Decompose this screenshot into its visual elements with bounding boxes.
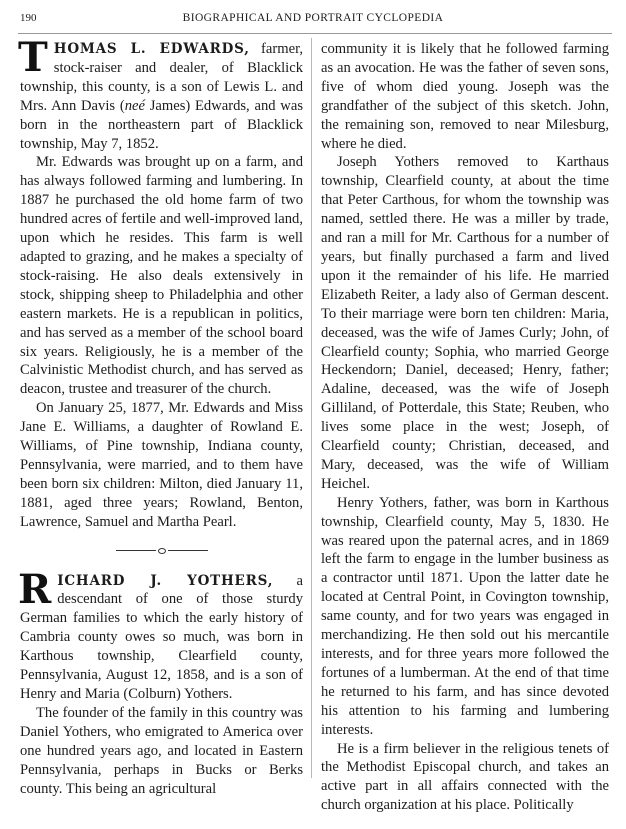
entry-paragraph: He is a firm believer in the religious tenets of the Methodist Episcopal church, and takes an active part in all affairs connected with the church organization at his place. Politically bbox=[321, 740, 609, 814]
entry-paragraph bbox=[18, 565, 303, 704]
entry-text: James) Edwards, and was born in the northeastern part of Blacklick township, May 7, 1852. bbox=[20, 97, 303, 152]
header-rule bbox=[18, 33, 612, 34]
entry-text: farmer, stock-raiser and dealer, of Blacklick township, this county, is a son of Lewis L. and Mrs. Ann Davis ( bbox=[20, 41, 303, 114]
entry-thomas-edwards bbox=[18, 34, 303, 532]
left-column bbox=[18, 34, 303, 798]
entry-paragraph bbox=[18, 34, 303, 153]
entry-text-italic: neé bbox=[124, 97, 145, 114]
right-column bbox=[321, 40, 609, 815]
entry-name: HOMAS L. EDWARDS, bbox=[53, 41, 250, 57]
ornamental-separator-icon bbox=[20, 536, 303, 566]
page-number: 190 bbox=[20, 12, 37, 24]
entry-paragraph: On January 25, 1877, Mr. Edwards and Miss Jane E. Williams, a daughter of Rowland E. Williams, of Pine township, Indiana county, Pennsylvania, were married, and to them have been born six children: Milton, died January 11, 1881, aged three years; Rowland, Benton, Lawrence, Samuel and Martha Pearl. bbox=[20, 400, 303, 530]
entry-richard-yothers bbox=[18, 565, 303, 799]
column-divider bbox=[311, 38, 312, 778]
drop-cap: T bbox=[18, 34, 48, 81]
entry-name: ICHARD J. YOTHERS, bbox=[57, 572, 274, 589]
entry-paragraph: Joseph Yothers removed to Karthaus township, Clearfield county, at about the time that Peter Carthous, for whom the township was named, settled there. He was a miller by trade, and ran a mill for Mr. Carthous for a number of years, but finally purchased a farm and lived upon it the remainder of his life. He married Elizabeth Reiter, a lady also of German descent. To their marriage were born ten children: Maria, deceased, was the wife of James Curly; John, of Clearfield county; Sophia, who married George Heckendorn; Daniel, deceased; Henry, father; Adaline, deceased, was the wife of Joseph Gilliland, of Potterdale, this State; Reuben, who lives some place in the west; Joseph, of Clearfield county; Christian, deceased, and Mary, deceased, was the wife of William Heichel. bbox=[321, 154, 609, 492]
drop-cap: R bbox=[18, 565, 52, 613]
entry-paragraph: Henry Yothers, father, was born in Karthous township, Clearfield county, May 5, 1830. He was reared upon the paternal acres, and in 1869 left the farm to engage in the lumber business as a contractor until 1871. Upon the latter date he located at Central Point, in Covington township, same county, and for two years was engaged in merchandizing. He then sold out his mercantile interests, and for three years more followed the fortunes of a lumberman. At the end of that time he returned to his farm, and has since devoted his attention to his farming and lumbering interests. bbox=[321, 494, 609, 738]
entry-paragraph: community it is likely that he followed farming as an avocation. He was the father of seven sons, five of whom died young. Joseph was the grandfather of the subject of this sketch. John, the remaining son, removed to near Milesburg, where he died. bbox=[321, 41, 609, 152]
page-header bbox=[18, 8, 608, 28]
entry-paragraph: The founder of the family in this country was Daniel Yothers, who emigrated to America over one hundred years ago, and located in Eastern Pennsylvania, perhaps in Bucks or Berks county. This being an agricultural bbox=[20, 704, 303, 797]
entry-paragraph: Mr. Edwards was brought up on a farm, and has always followed farming and lumbering. In 1887 he purchased the old home farm of two hundred acres of fertile and well-improved land, upon which he resides. This farm is well adapted to grazing, and he makes a specialty of stock-raising. He also deals extensively in stock, shipping sheep to Philadelphia and other eastern markets. He is a republican in politics, and has served as a member of the school board six years. Religiously, he is a member of the Calvinistic Methodist church, and has served as deacon, trustee and treasurer of the church. bbox=[20, 154, 303, 398]
running-title: BIOGRAPHICAL AND PORTRAIT CYCLOPEDIA bbox=[182, 12, 444, 24]
entry-text: a descendant of one of those sturdy German families to which the early history of Cambria county owes so much, was born in Karthous township, Clearfield county, Pennsylvania, August 12, 1858, and is a son of Henry and Maria (Colburn) Yothers. bbox=[20, 572, 303, 702]
